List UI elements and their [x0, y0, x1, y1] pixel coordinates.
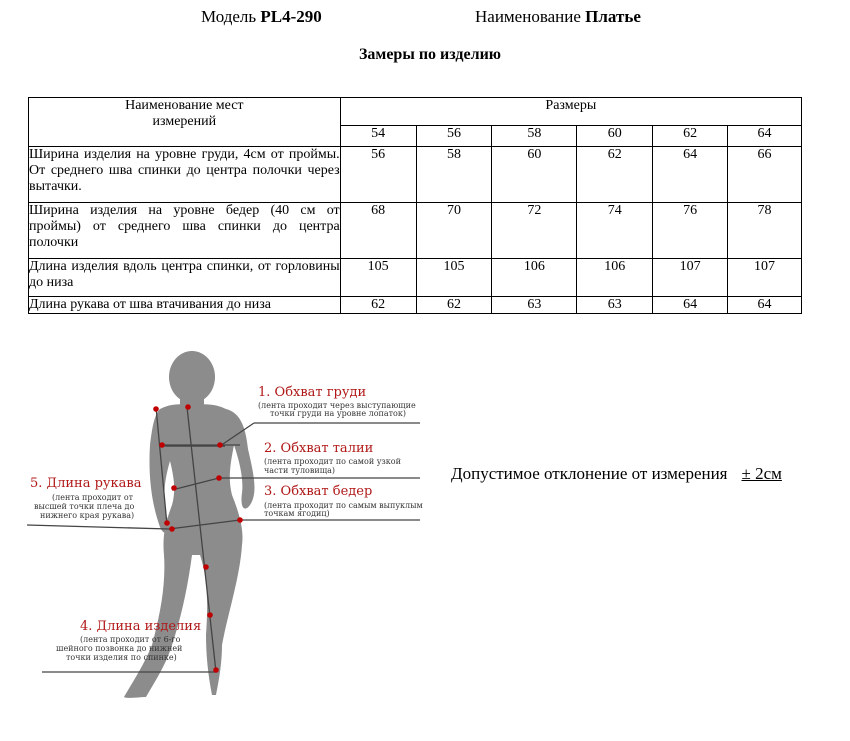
chest-girth-desc: (лента проходит через выступающие	[258, 401, 416, 410]
sleeve-length-desc: высшей точки плеча до	[34, 502, 135, 511]
item-length-desc: шейного позвонка до нижней	[56, 644, 183, 653]
row-label: Ширина изделия на уровне груди, 4см от проймы. От среднего шва спинки до центра полочки через вытачки.	[29, 147, 341, 203]
table-cell: 76	[653, 203, 728, 259]
table-cell: 107	[653, 259, 728, 297]
table-cell: 72	[492, 203, 577, 259]
table-cell: 105	[416, 259, 492, 297]
name-value: Платье	[585, 7, 641, 26]
model-heading	[201, 7, 322, 27]
table-cell: 58	[416, 147, 492, 203]
place-header: Наименование мест измерений	[29, 98, 341, 147]
table-cell: 70	[416, 203, 492, 259]
waist-girth-desc: (лента проходит по самой узкой	[264, 457, 401, 466]
table-cell: 62	[577, 147, 653, 203]
table-cell: 106	[492, 259, 577, 297]
waist-girth-title: 2. Обхват талии	[264, 441, 374, 456]
table-row	[29, 147, 802, 203]
tolerance-text: Допустимое отклонение от измерения	[451, 464, 728, 483]
table-cell: 105	[340, 259, 416, 297]
size-header: 60	[577, 126, 653, 147]
table-cell: 63	[492, 297, 577, 314]
sleeve-length-desc: (лента проходит от	[52, 493, 134, 502]
sizes-header: Размеры	[340, 98, 801, 126]
table-cell: 62	[416, 297, 492, 314]
table-row	[29, 259, 802, 297]
row-label: Длина изделия вдоль центра спинки, от горловины до низа	[29, 259, 341, 297]
chest-girth-desc: точки груди на уровне лопаток)	[270, 409, 406, 418]
table-row	[29, 203, 802, 259]
sleeve-length-title: 5. Длина рукава	[30, 476, 142, 491]
table-cell: 64	[653, 297, 728, 314]
item-length-desc: (лента проходит от 6-го	[80, 635, 181, 644]
row-label: Длина рукава от шва втачивания до низа	[29, 297, 341, 314]
model-label: Модель	[201, 7, 257, 26]
chest-girth-title: 1. Обхват груди	[258, 385, 367, 400]
size-header: 56	[416, 126, 492, 147]
table-cell: 68	[340, 203, 416, 259]
table-cell: 107	[728, 259, 802, 297]
hip-girth-title: 3. Обхват бедер	[264, 484, 373, 499]
size-header: 58	[492, 126, 577, 147]
table-cell: 78	[728, 203, 802, 259]
size-header: 62	[653, 126, 728, 147]
table-cell: 62	[340, 297, 416, 314]
item-length-title: 4. Длина изделия	[80, 619, 202, 634]
name-label: Наименование	[475, 7, 581, 26]
tolerance-note	[451, 464, 782, 484]
item-length-desc: точки изделия по спинке)	[66, 653, 177, 662]
measurement-diagram	[22, 345, 442, 715]
measurements-table	[28, 97, 802, 314]
model-value: PL4-290	[260, 7, 322, 26]
hip-girth-desc: точкам ягодиц)	[264, 509, 330, 518]
table-cell: 60	[492, 147, 577, 203]
product-name-heading	[475, 7, 641, 27]
table-cell: 106	[577, 259, 653, 297]
size-header: 54	[340, 126, 416, 147]
table-row	[29, 297, 802, 314]
table-cell: 64	[653, 147, 728, 203]
row-label: Ширина изделия на уровне бедер (40 см от проймы) от среднего шва спинки до центра полочки	[29, 203, 341, 259]
table-cell: 74	[577, 203, 653, 259]
sleeve-length-desc: нижнего края рукава)	[40, 511, 135, 520]
page-subtitle: Замеры по изделию	[358, 46, 502, 63]
table-cell: 66	[728, 147, 802, 203]
waist-girth-desc: части туловища)	[264, 466, 336, 475]
table-cell: 63	[577, 297, 653, 314]
hip-girth-desc: (лента проходит по самым выпуклым	[264, 501, 423, 510]
table-cell: 64	[728, 297, 802, 314]
table-cell: 56	[340, 147, 416, 203]
size-header: 64	[728, 126, 802, 147]
tolerance-value: ± 2см	[741, 464, 782, 483]
